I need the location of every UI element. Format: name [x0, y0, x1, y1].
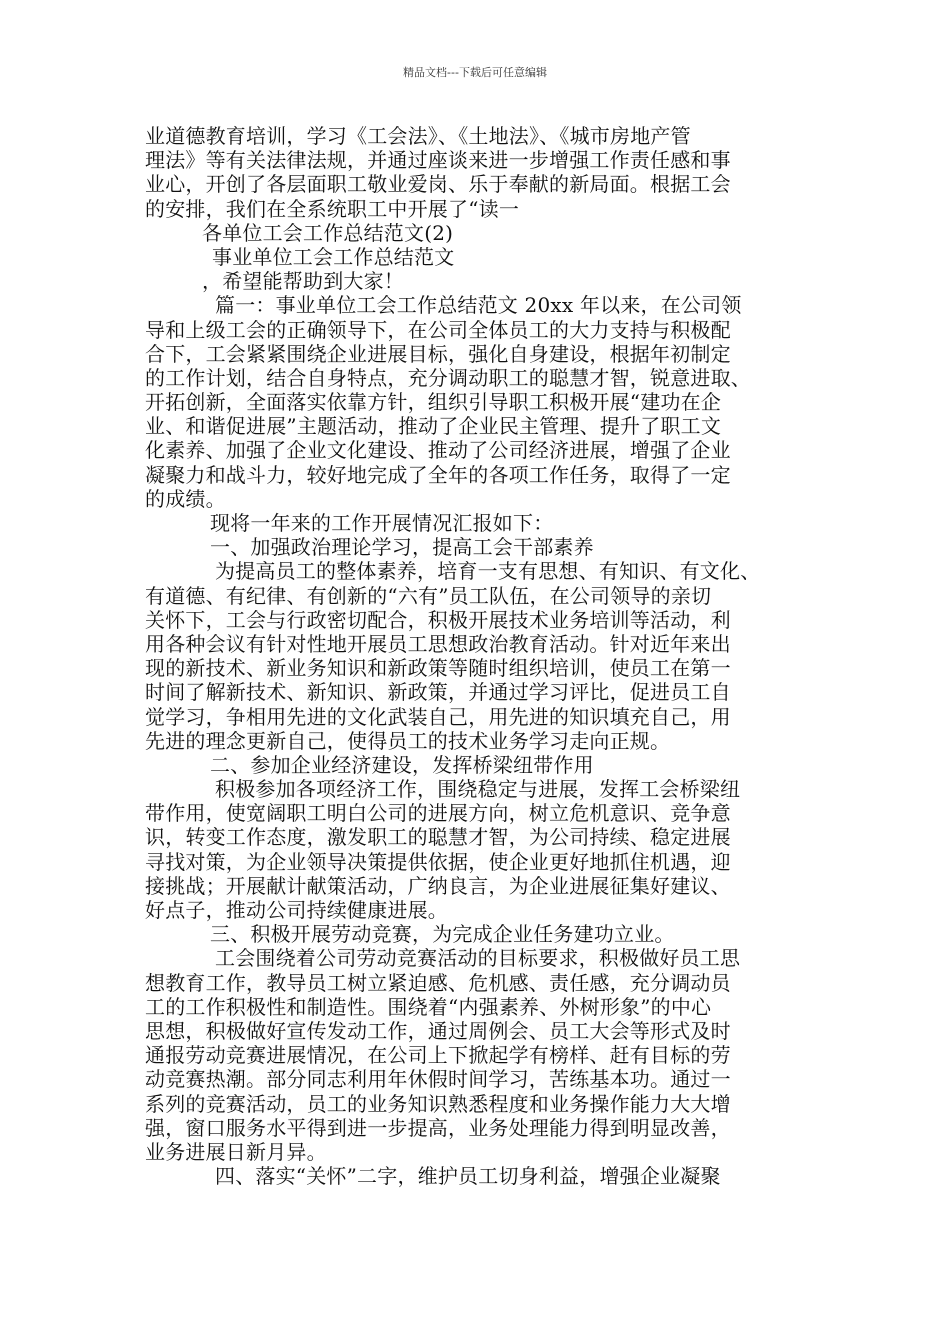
text-line: 业心，开创了各层面职工敬业爱岗、乐于奉献的新局面。根据工会	[145, 172, 731, 197]
document-body	[145, 124, 810, 1188]
text-line: 先进的理念更新自己，使得员工的技术业务学习走向正规。	[145, 728, 671, 753]
text-line: 积极参加各项经济工作，围绕稳定与进展，发挥工会桥梁纽	[215, 777, 741, 802]
text-line: 用各种会议有针对性地开展员工思想政治教育活动。针对近年来出	[145, 631, 731, 656]
text-line: 的成绩。	[145, 486, 226, 511]
text-line: 各单位工会工作总结范文(2)	[202, 220, 454, 245]
text-line: 动竞赛热潮。部分同志利用年休假时间学习，苦练基本功。通过一	[145, 1067, 731, 1092]
text-line: 工的工作积极性和制造性。围绕着“内强素养、外树形象”的中心	[145, 994, 712, 1019]
text-line: 开拓创新，全面落实依靠方针，组织引导职工积极开展“建功在企	[145, 390, 722, 415]
text-line: 为提高员工的整体素养，培育一支有思想、有知识、有文化、	[215, 559, 761, 584]
text-line: 现将一年来的工作开展情况汇报如下：	[210, 511, 554, 535]
text-line: 关怀下，工会与行政密切配合，积极开展技术业务培训等活动，利	[145, 607, 731, 632]
text-line: 二、参加企业经济建设，发挥桥梁纽带作用	[210, 752, 594, 777]
text-line: 想教育工作，教导员工树立紧迫感、危机感、责任感，充分调动员	[145, 970, 731, 995]
text-line: 思想，积极做好宣传发动工作，通过周例会、员工大会等形式及时	[145, 1018, 731, 1043]
text-line: 通报劳动竞赛进展情况，在公司上下掀起学有榜样、赶有目标的劳	[145, 1043, 731, 1068]
text-line: 时间了解新技术、新知识、新政策，并通过学习评比，促进员工自	[145, 680, 731, 705]
text-line: 业务进展日新月异。	[145, 1139, 327, 1164]
text-line: 篇一：事业单位工会工作总结范文 20xx 年以来，在公司领	[215, 293, 742, 318]
text-line: 带作用，使宽阔职工明白公司的进展方向，树立危机意识、竞争意	[145, 801, 731, 826]
text-line: 现的新技术、新业务知识和新政策等随时组织培训，使员工在第一	[145, 656, 731, 681]
text-line: 觉学习，争相用先进的文化武装自己，用先进的知识填充自己，用	[145, 704, 731, 729]
text-line: 接挑战；开展献计献策活动，广纳良言，为企业进展征集好建议、	[145, 873, 731, 898]
text-line: 工会围绕着公司劳动竞赛活动的目标要求，积极做好员工思	[215, 946, 741, 971]
text-line: 业、和谐促进展”主题活动，推动了企业民主管理、提升了职工文	[145, 414, 722, 439]
text-line: 有道德、有纪律、有创新的“六有”员工队伍，在公司领导的亲切	[145, 583, 712, 608]
text-line: 合下，工会紧紧围绕企业进展目标，强化自身建设，根据年初制定	[145, 341, 731, 366]
text-line: 寻找对策，为企业领导决策提供依据，使企业更好地抓住机遇，迎	[145, 849, 731, 874]
text-line: 系列的竞赛活动，员工的业务知识熟悉程度和业务操作能力大大增	[145, 1091, 731, 1116]
text-line: 事业单位工会工作总结范文	[212, 244, 455, 269]
text-line: 三、积极开展劳动竞赛，为完成企业任务建功立业。	[210, 922, 675, 947]
text-line: 理法》等有关法律法规，并通过座谈来进一步增强工作责任感和事	[145, 148, 731, 173]
text-line: 导和上级工会的正确领导下，在公司全体员工的大力支持与积极配	[145, 317, 731, 342]
text-line: 的工作计划，结合自身特点，充分调动职工的聪慧才智，锐意进取、	[145, 365, 751, 390]
page-header: 精品文档---下载后可任意编辑	[403, 66, 547, 79]
text-line: ，希望能帮助到大家！	[202, 269, 404, 294]
text-line: 凝聚力和战斗力，较好地完成了全年的各项工作任务，取得了一定	[145, 462, 731, 487]
text-line: 化素养、加强了企业文化建设、推动了公司经济进展，增强了企业	[145, 438, 731, 463]
text-line: 业道德教育培训，学习《工会法》、《土地法》、《城市房地产管	[145, 124, 691, 148]
text-line: 识，转变工作态度，激发职工的聪慧才智，为公司持续、稳定进展	[145, 825, 731, 850]
text-line: 好点子，推动公司持续健康进展。	[145, 898, 448, 922]
text-line: 四、落实“关怀”二字，维护员工切身利益，增强企业凝聚	[215, 1164, 721, 1189]
text-line: 的安排，我们在全系统职工中开展了“读一	[145, 196, 520, 221]
text-line: 强，窗口服务水平得到进一步提高，业务处理能力得到明显改善，	[145, 1115, 731, 1140]
text-line: 一、加强政治理论学习，提高工会干部素养	[210, 535, 594, 560]
